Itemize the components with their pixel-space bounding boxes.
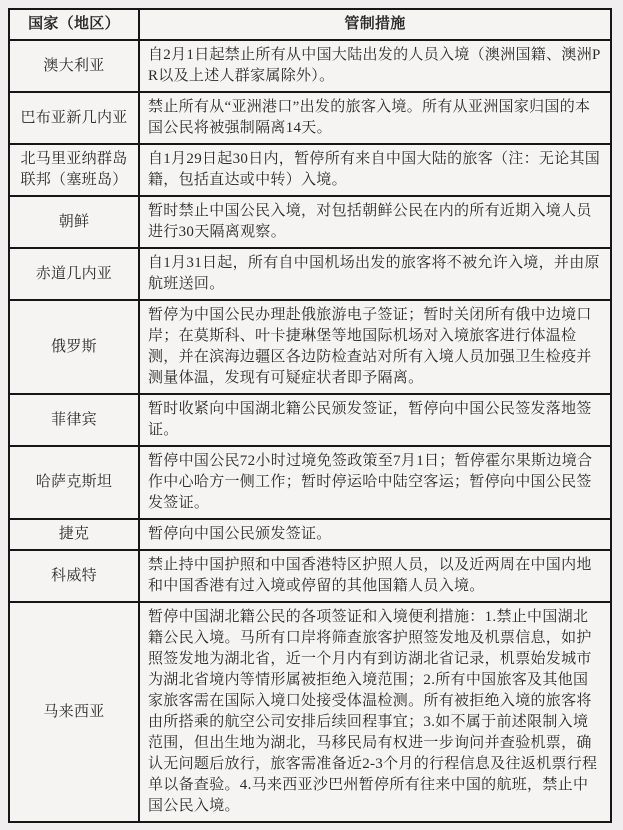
country-cell: 赤道几内亚: [9, 248, 139, 300]
country-cell: 巴布亚新几内亚: [9, 92, 139, 144]
header-control-measures: 管制措施: [139, 9, 611, 40]
table-row: [9, 196, 611, 248]
measures-cell: 禁止所有从“亚洲港口”出发的旅客入境。所有从亚洲国家归国的本国公民将被强制隔离14天。: [139, 92, 611, 144]
country-cell: 俄罗斯: [9, 300, 139, 394]
measures-cell: 暂停中国公民72小时过境免签政策至7月1日；暂停霍尔果斯边境合作中心哈方一侧工作；暂时停运哈中陆空客运；暂停向中国公民签发签证。: [139, 446, 611, 519]
table-row: [9, 550, 611, 602]
country-cell: 菲律宾: [9, 394, 139, 446]
measures-cell: 暂停向中国公民颁发签证。: [139, 519, 611, 550]
table-header: [9, 9, 611, 40]
table-row: [9, 602, 611, 822]
measures-cell: 暂时收紧向中国湖北籍公民颁发签证，暂停向中国公民签发落地签证。: [139, 394, 611, 446]
measures-cell: 自1月31日起，所有自中国机场出发的旅客将不被允许入境，并由原航班送回。: [139, 248, 611, 300]
table-row: [9, 40, 611, 92]
country-cell: 马来西亚: [9, 602, 139, 822]
header-country-region: 国家（地区）: [9, 9, 139, 40]
table-row: [9, 144, 611, 196]
country-cell: 哈萨克斯坦: [9, 446, 139, 519]
table-row: [9, 92, 611, 144]
measures-cell: 暂时禁止中国公民入境，对包括朝鲜公民在内的所有近期入境人员进行30天隔离观察。: [139, 196, 611, 248]
table-body: [9, 40, 611, 822]
country-cell: 朝鲜: [9, 196, 139, 248]
table-row: [9, 394, 611, 446]
country-cell: 捷克: [9, 519, 139, 550]
entry-restrictions-table: [8, 8, 612, 823]
table-row: [9, 300, 611, 394]
country-cell: 北马里亚纳群岛联邦（塞班岛）: [9, 144, 139, 196]
table-row: [9, 519, 611, 550]
table-row: [9, 248, 611, 300]
country-cell: 科威特: [9, 550, 139, 602]
header-row: [9, 9, 611, 40]
measures-cell: 暂停中国湖北籍公民的各项签证和入境便利措施：1.禁止中国湖北籍公民入境。马所有口岸将筛查旅客护照签发地及机票信息，如护照签发地为湖北省，近一个月内有到访湖北省记录，机票始发城市为湖北省境内等情形属被拒绝入境范围；2.所有中国旅客及其他国家旅客需在国际入境口处接受体温检测。所有被拒绝入境的旅客将由所搭乘的航空公司安排后续回程事宜；3.如不属于前述限制入境范围，但出生地为湖北，马移民局有权进一步询问并查验机票，确认无问题后放行，旅客需准备近2-3个月的行程信息及往返机票行程单以备查验。4.马来西亚沙巴州暂停所有往来中国的航班，禁止中国公民入境。: [139, 602, 611, 822]
measures-cell: 禁止持中国护照和中国香港特区护照人员，以及近两周在中国内地和中国香港有过入境或停留的其他国籍人员入境。: [139, 550, 611, 602]
measures-cell: 自2月1日起禁止所有从中国大陆出发的人员入境（澳洲国籍、澳洲PR以及上述人群家属除外）。: [139, 40, 611, 92]
table-row: [9, 446, 611, 519]
measures-cell: 暂停为中国公民办理赴俄旅游电子签证；暂时关闭所有俄中边境口岸；在莫斯科、叶卡捷琳堡等地国际机场对入境旅客进行体温检测，并在滨海边疆区各边防检查站对所有入境人员加强卫生检疫并测量体温，发现有可疑症状者即予隔离。: [139, 300, 611, 394]
measures-cell: 自1月29日起30日内，暂停所有来自中国大陆的旅客（注：无论其国籍，包括直达或中转）入境。: [139, 144, 611, 196]
country-cell: 澳大利亚: [9, 40, 139, 92]
